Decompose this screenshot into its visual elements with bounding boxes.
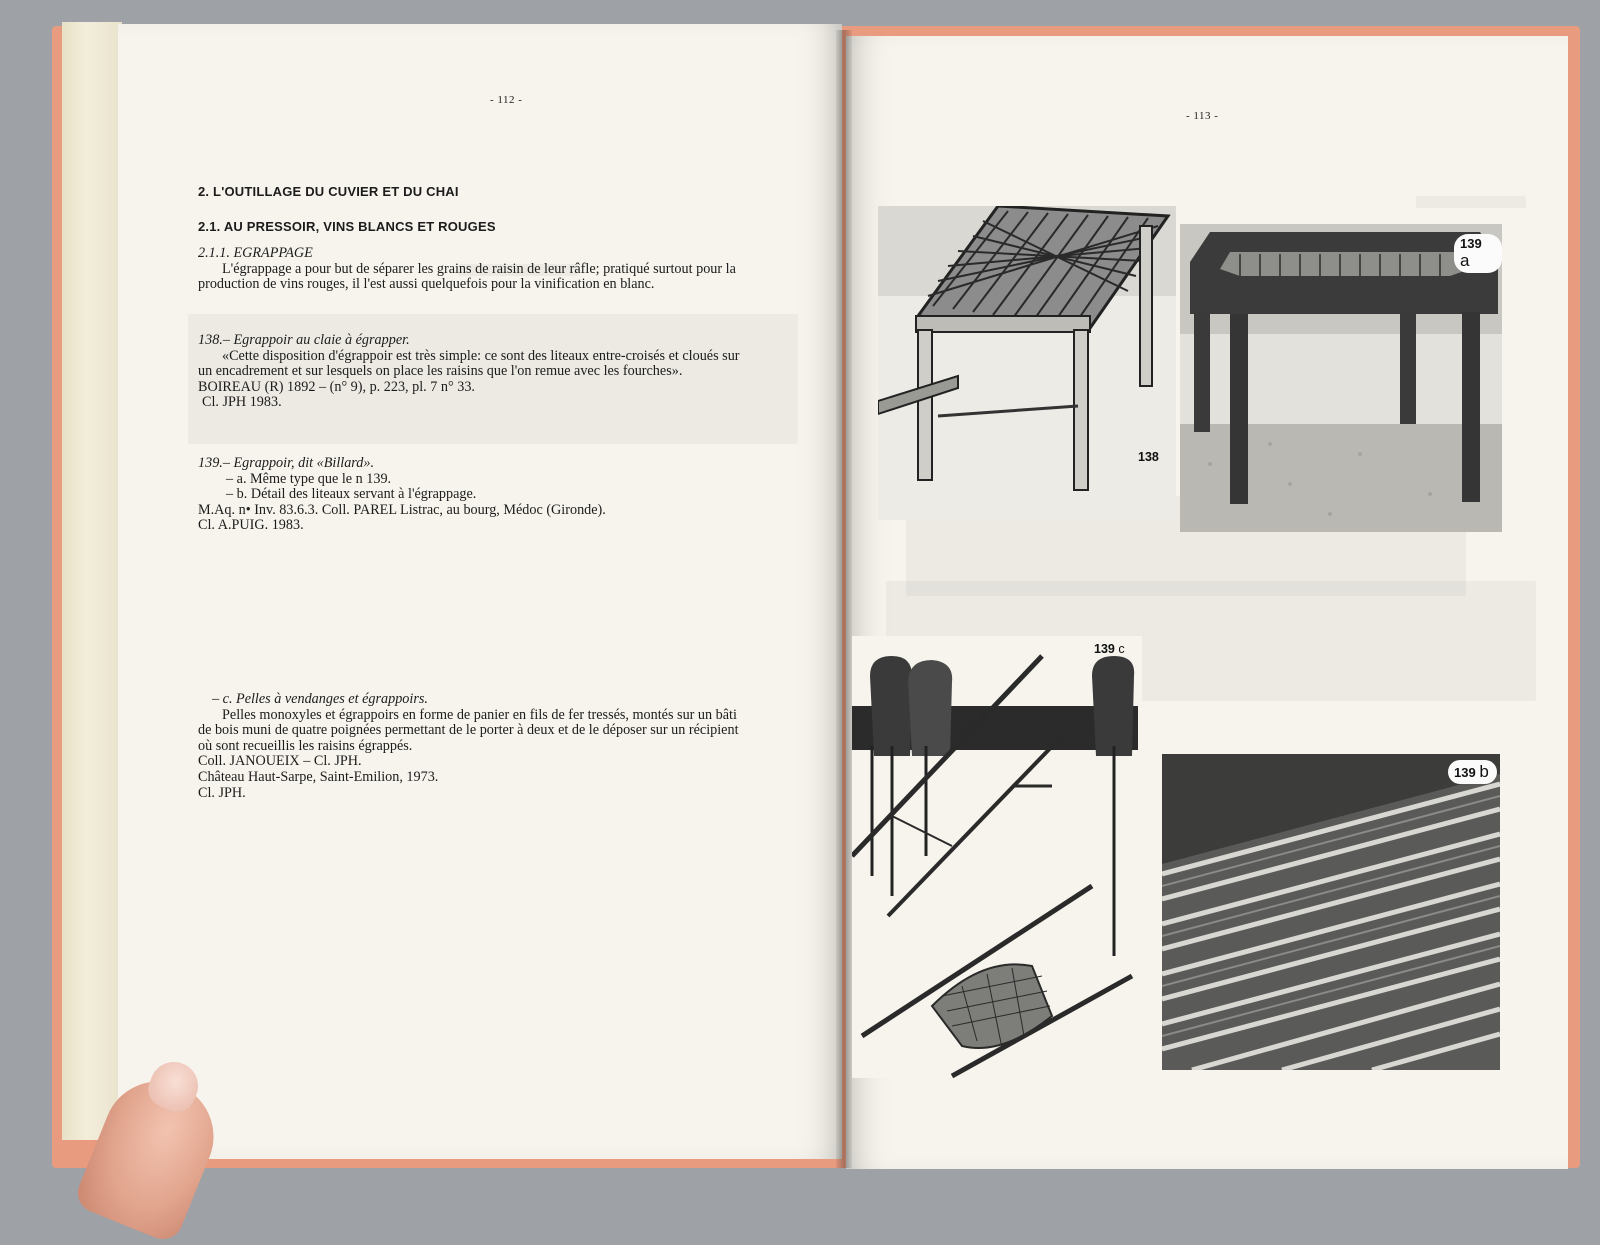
page-number: - 112 -: [490, 94, 523, 106]
figure-label-suffix: c: [1118, 642, 1125, 656]
bleed-through-text: [1416, 196, 1526, 208]
entry-description-line: Pelles monoxyles et égrappoirs en forme de panier en fils de fer tressés, montés sur un bâti: [222, 706, 737, 723]
intro-line: production de vins rouges, il l'est aussi quelquefois pour la vinification en blanc.: [198, 276, 655, 293]
entry-item-a: – a. Même type que le n 139.: [226, 470, 392, 487]
subsection-heading: 2.1. AU PRESSOIR, VINS BLANCS ET ROUGES: [198, 219, 496, 234]
entry-location: Château Haut-Sarpe, Saint-Emilion, 1973.: [198, 768, 439, 785]
entry-reference: BOIREAU (R) 1892 – (n° 9), p. 223, pl. 7 n° 33.: [198, 378, 475, 395]
entry-quote-line: «Cette disposition d'égrappoir est très simple: ce sont des liteaux entre-croisés et cloués sur: [222, 347, 740, 364]
figure-label: [1448, 760, 1497, 784]
subsubsection-heading: 2.1.1. EGRAPPAGE: [198, 245, 313, 261]
page-number: - 113 -: [1186, 110, 1219, 122]
entry-138: [198, 333, 832, 411]
figure-label-number: 139: [1454, 765, 1476, 780]
billard-table-photo: [1180, 224, 1502, 532]
slat-detail-photo: [1162, 754, 1500, 1070]
entry-collection: Coll. JANOUEIX – Cl. JPH.: [198, 753, 362, 770]
entry-credit: Cl. A.PUIG. 1983.: [198, 517, 304, 534]
left-page: [118, 24, 842, 1159]
figure-label-suffix: b: [1479, 762, 1489, 781]
intro-line: L'égrappage a pour but de séparer les grains de raisin de leur râfle; pratiqué surtout pour la: [222, 260, 736, 277]
entry-item-b: – b. Détail des liteaux servant à l'égrappage.: [226, 486, 477, 503]
entry-credit: Cl. JPH 1983.: [202, 394, 282, 411]
egrappage-section: [198, 246, 832, 293]
entry-collection: M.Aq. n• Inv. 83.6.3. Coll. PAREL Listrac, au bourg, Médoc (Gironde).: [198, 501, 606, 518]
entry-139: [198, 456, 832, 534]
shovels-and-baskets-photo: [852, 636, 1142, 1078]
entry-description-line: où sont recueillis les raisins égrappés.: [198, 737, 413, 754]
entry-quote-line: un encadrement et sur lesquels on place les raisins que l'on remue avec les fourches».: [198, 363, 683, 380]
entry-title: 138.– Egrappoir au claie à égrapper.: [198, 332, 410, 348]
grape-rack-drawing: [878, 206, 1176, 520]
figure-139b-photo: [1162, 754, 1500, 1070]
figure-139a-photo: [1180, 224, 1502, 532]
figure-label: [1094, 642, 1125, 656]
entry-title: 139.– Egrappoir, dit «Billard».: [198, 455, 375, 471]
figure-138-photo: [878, 206, 1176, 520]
book-spine: [836, 30, 852, 1168]
figure-139c-photo: [852, 636, 1142, 1078]
entry-description-line: de bois muni de quatre poignées permettant de le porter à deux et de le déposer sur un récipient: [198, 722, 739, 739]
left-page-stack: [62, 22, 122, 1140]
right-page: [846, 36, 1568, 1169]
section-heading: 2. L'OUTILLAGE DU CUVIER ET DU CHAI: [198, 184, 459, 199]
entry-139c: [198, 692, 832, 801]
figure-label: 138: [1138, 450, 1159, 464]
entry-title: – c. Pelles à vendanges et égrappoirs.: [212, 691, 428, 707]
entry-credit: Cl. JPH.: [198, 784, 246, 801]
figure-label-number: 139: [1460, 236, 1482, 251]
figure-label: [1454, 234, 1502, 273]
figure-label-number: 139: [1094, 642, 1115, 656]
figure-label-suffix: a: [1460, 251, 1470, 270]
